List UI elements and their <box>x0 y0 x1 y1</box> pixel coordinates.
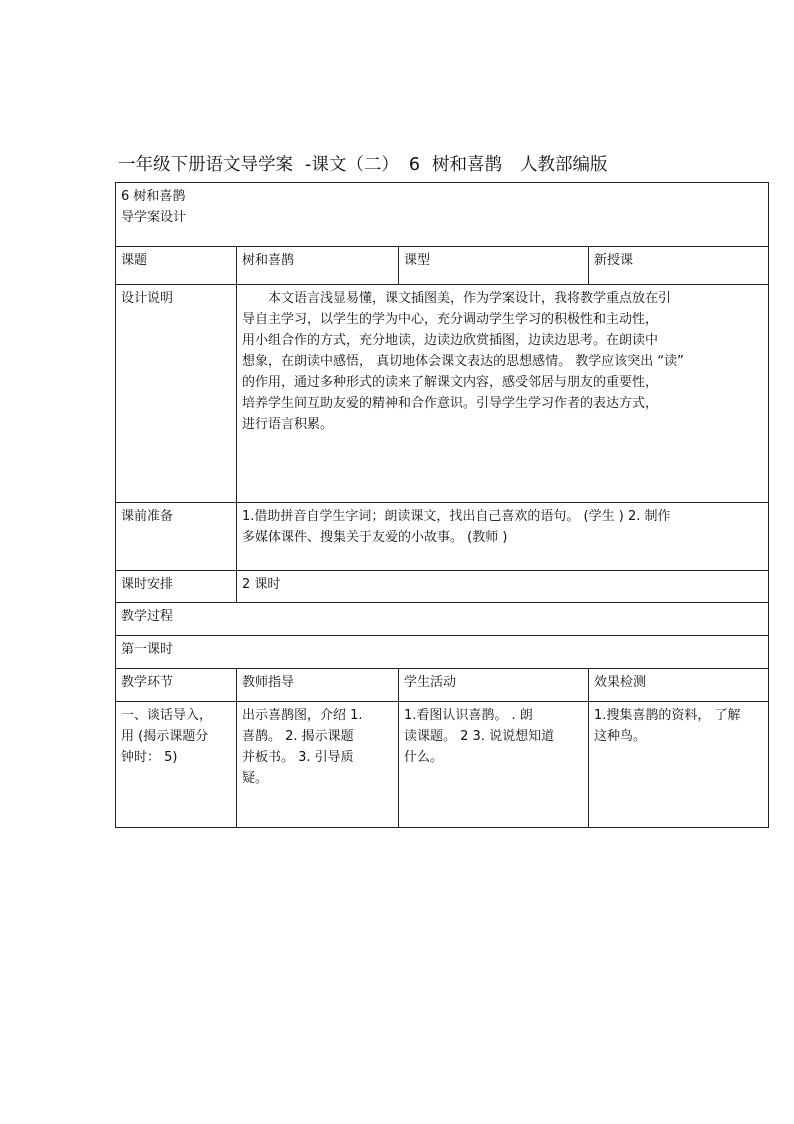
assessment-line: 这种鸟。 <box>594 729 647 744</box>
design-line: 本文语言浅显易懂，课文插图美，作为学案设计，我将教学重点放在引 <box>268 291 672 306</box>
topic-value: 树和喜鹊 <box>237 247 399 285</box>
lesson-row <box>116 636 769 669</box>
header-cell <box>116 183 769 247</box>
design-heading: 导学案设计 <box>121 210 187 225</box>
table-header-row <box>116 183 769 247</box>
teacher-line: 喜鹊。 2. 揭示课题 <box>242 729 354 744</box>
lesson-type-value: 新授课 <box>589 247 769 285</box>
process-row <box>116 603 769 636</box>
assessment-line: 1.搜集喜鹊的资料， 了解 <box>594 708 741 723</box>
lesson-plan-table <box>115 182 769 828</box>
design-line: 想象，在朗读中感悟， 真切地体会课文表达的思想感情。 教学应该突出 “读” <box>242 354 684 369</box>
title-grade: 一年级下册语文导学案 <box>118 155 293 175</box>
title-lesson-number: 6 <box>408 155 420 175</box>
student-line: 1.看图认识喜鹊。 . 朗 <box>404 708 533 723</box>
design-line: 培养学生间互助友爱的精神和合作意识。引导学生学习作者的表达方式， <box>242 396 659 411</box>
preparation-content <box>237 503 769 571</box>
topic-label: 课题 <box>116 247 237 285</box>
preparation-label: 课前准备 <box>116 503 237 571</box>
table-row <box>116 702 769 828</box>
lesson-label: 第一课时 <box>116 636 769 669</box>
title-lesson-name: 树和喜鹊 <box>431 155 502 175</box>
step-line: 一、谈话导入， <box>121 708 213 723</box>
design-description <box>237 285 769 503</box>
teacher-line: 并板书。 3. 引导质 <box>242 750 354 765</box>
topic-row <box>116 247 769 285</box>
step-line: 用 (揭示课题分 <box>121 729 209 744</box>
hours-row <box>116 571 769 603</box>
column-header-assessment: 效果检测 <box>589 669 769 702</box>
hours-label: 课时安排 <box>116 571 237 603</box>
teacher-line: 出示喜鹊图，介绍 1. <box>242 708 363 723</box>
hours-value: 2 课时 <box>237 571 769 603</box>
teacher-line: 疑。 <box>242 771 269 786</box>
design-line: 用小组合作的方式，充分地读，边读边欣赏插图，边读边思考。在朗读中 <box>242 333 659 348</box>
design-row <box>116 285 769 503</box>
title-unit: -课文（二） <box>305 155 399 175</box>
column-header-teacher: 教师指导 <box>237 669 399 702</box>
step-cell <box>116 702 237 828</box>
teacher-cell <box>237 702 399 828</box>
title-edition: 人教部编版 <box>519 155 608 175</box>
lesson-type-label: 课型 <box>399 247 589 285</box>
preparation-line: 1.借助拼音自学生字词；朗读课文，找出自己喜欢的语句。 (学生 ) 2. 制作 <box>242 509 671 524</box>
column-header-row <box>116 669 769 702</box>
document-title <box>118 153 768 177</box>
process-label: 教学过程 <box>116 603 769 636</box>
student-cell <box>399 702 589 828</box>
design-label: 设计说明 <box>116 285 237 503</box>
student-line: 读课题。 2 3. 说说想知道 <box>404 729 555 744</box>
design-line: 进行语言积累。 <box>242 417 334 432</box>
design-line: 的作用，通过多种形式的读来了解课文内容，感受邻居与朋友的重要性， <box>242 375 659 390</box>
lesson-heading: 6 树和喜鹊 <box>121 189 186 204</box>
column-header-student: 学生活动 <box>399 669 589 702</box>
assessment-cell <box>589 702 769 828</box>
preparation-row <box>116 503 769 571</box>
design-line: 导自主学习，以学生的学为中心，充分调动学生学习的积极性和主动性， <box>242 312 659 327</box>
column-header-step: 教学环节 <box>116 669 237 702</box>
student-line: 什么。 <box>404 750 444 765</box>
preparation-line: 多媒体课件、搜集关于友爱的小故事。 (教师 ) <box>242 530 508 545</box>
step-line: 钟时： 5) <box>121 750 178 765</box>
